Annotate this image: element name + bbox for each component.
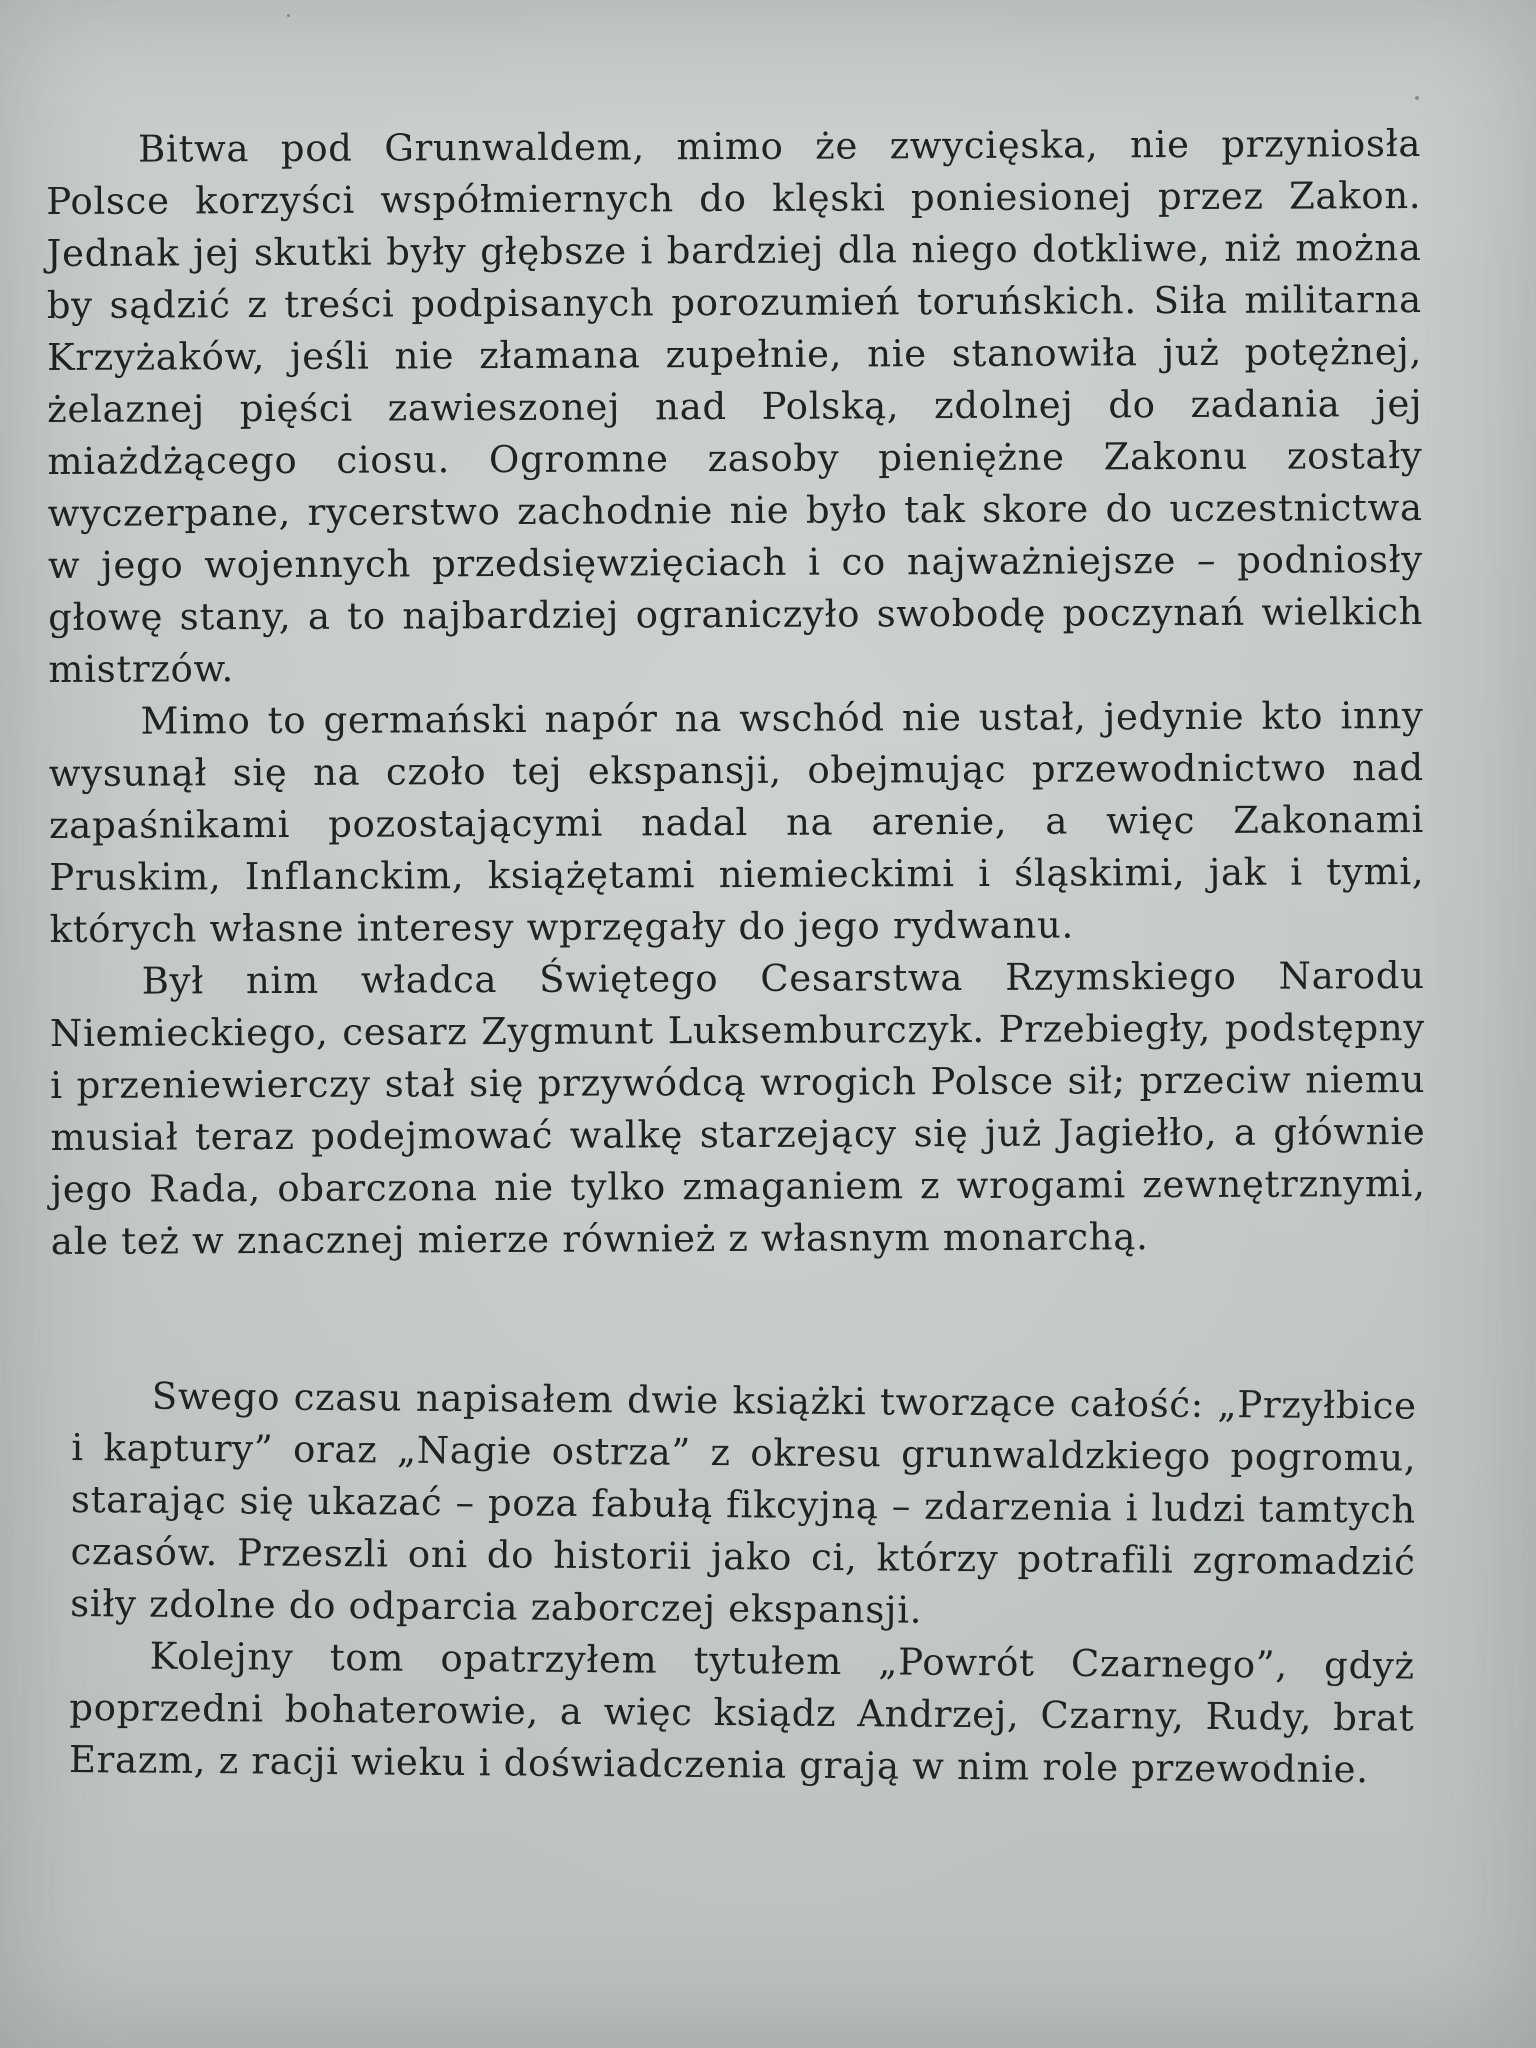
author-note-block bbox=[69, 1370, 1417, 1797]
intro-paragraph-1: Bitwa pod Grunwaldem, mimo że zwycięska, nie przyniosła Polsce korzyści współmiernych do klęski poniesionej przez Zakon. Jednak jej skutki były głębsze i bardziej dla niego dotkliwe, niż można by sądzić z treści podpisanych porozumień toruńskich. Siła militarna Krzyżaków, jeśli nie złamana zupełnie, nie stanowiła już potężnej, żelaznej pięści zawieszonej nad Polską, zdolnej do zadania jej miażdżącego ciosu. Ogromne zasoby pieniężne Zakonu zostały wyczerpane, rycerstwo zachodnie nie było tak skore do uczestnictwa w jego wojennych przedsięwzięciach i co najważniejsze – podniosły głowę stany, a to najbardziej ograniczyło swobodę poczynań wielkich mistrzów. bbox=[46, 122, 1424, 691]
intro-text-block bbox=[46, 118, 1426, 1268]
paper-speck bbox=[1265, 1760, 1268, 1763]
author-note-paragraph-1: Swego czasu napisałem dwie książki tworzące całość: „Przyłbice i kaptury” oraz „Nagie ostrza” z okresu grunwaldzkiego pogromu, starając się ukazać – poza fabułą fikcyjną – zdarzenia i ludzi tamtych czasów. Przeszli oni do historii jako ci, którzy potrafili zgromadzić siły zdolne do odparcia zaborczej ekspansji. bbox=[69, 1374, 1417, 1632]
intro-paragraph-3: Był nim władca Świętego Cesarstwa Rzymskiego Narodu Niemieckiego, cesarz Zygmunt Luksemburczyk. Przebiegły, podstępny i przeniewierczy stał się przywódcą wrogich Polsce sił; przeciw niemu musiał teraz podejmować walkę starzejący się już Jagiełło, a głównie jego Rada, obarczona nie tylko zmaganiem z wrogami zewnętrznymi, ale też w znacznej mierze również z własnym monarchą. bbox=[49, 953, 1426, 1263]
paper-speck bbox=[1415, 96, 1419, 100]
author-note-paragraph-2: Kolejny tom opatrzyłem tytułem „Powrót Czarnego”, gdyż poprzedni bohaterowie, a więc ksiądz Andrzej, Czarny, Rudy, brat Erazm, z racji wieku i doświadczenia grają w nim role przewodnie. bbox=[68, 1634, 1415, 1792]
intro-paragraph-2: Mimo to germański napór na wschód nie ustał, jedynie kto inny wysunął się na czoło tej ekspansji, obejmując przewodnictwo nad zapaśnikami pozostającymi nadal na arenie, a więc Zakonami Pruskim, Inflanckim, książętami niemieckimi i śląskimi, jak i tymi, których własne interesy wprzęgały do jego rydwanu. bbox=[48, 693, 1425, 951]
paper-speck bbox=[287, 14, 290, 17]
